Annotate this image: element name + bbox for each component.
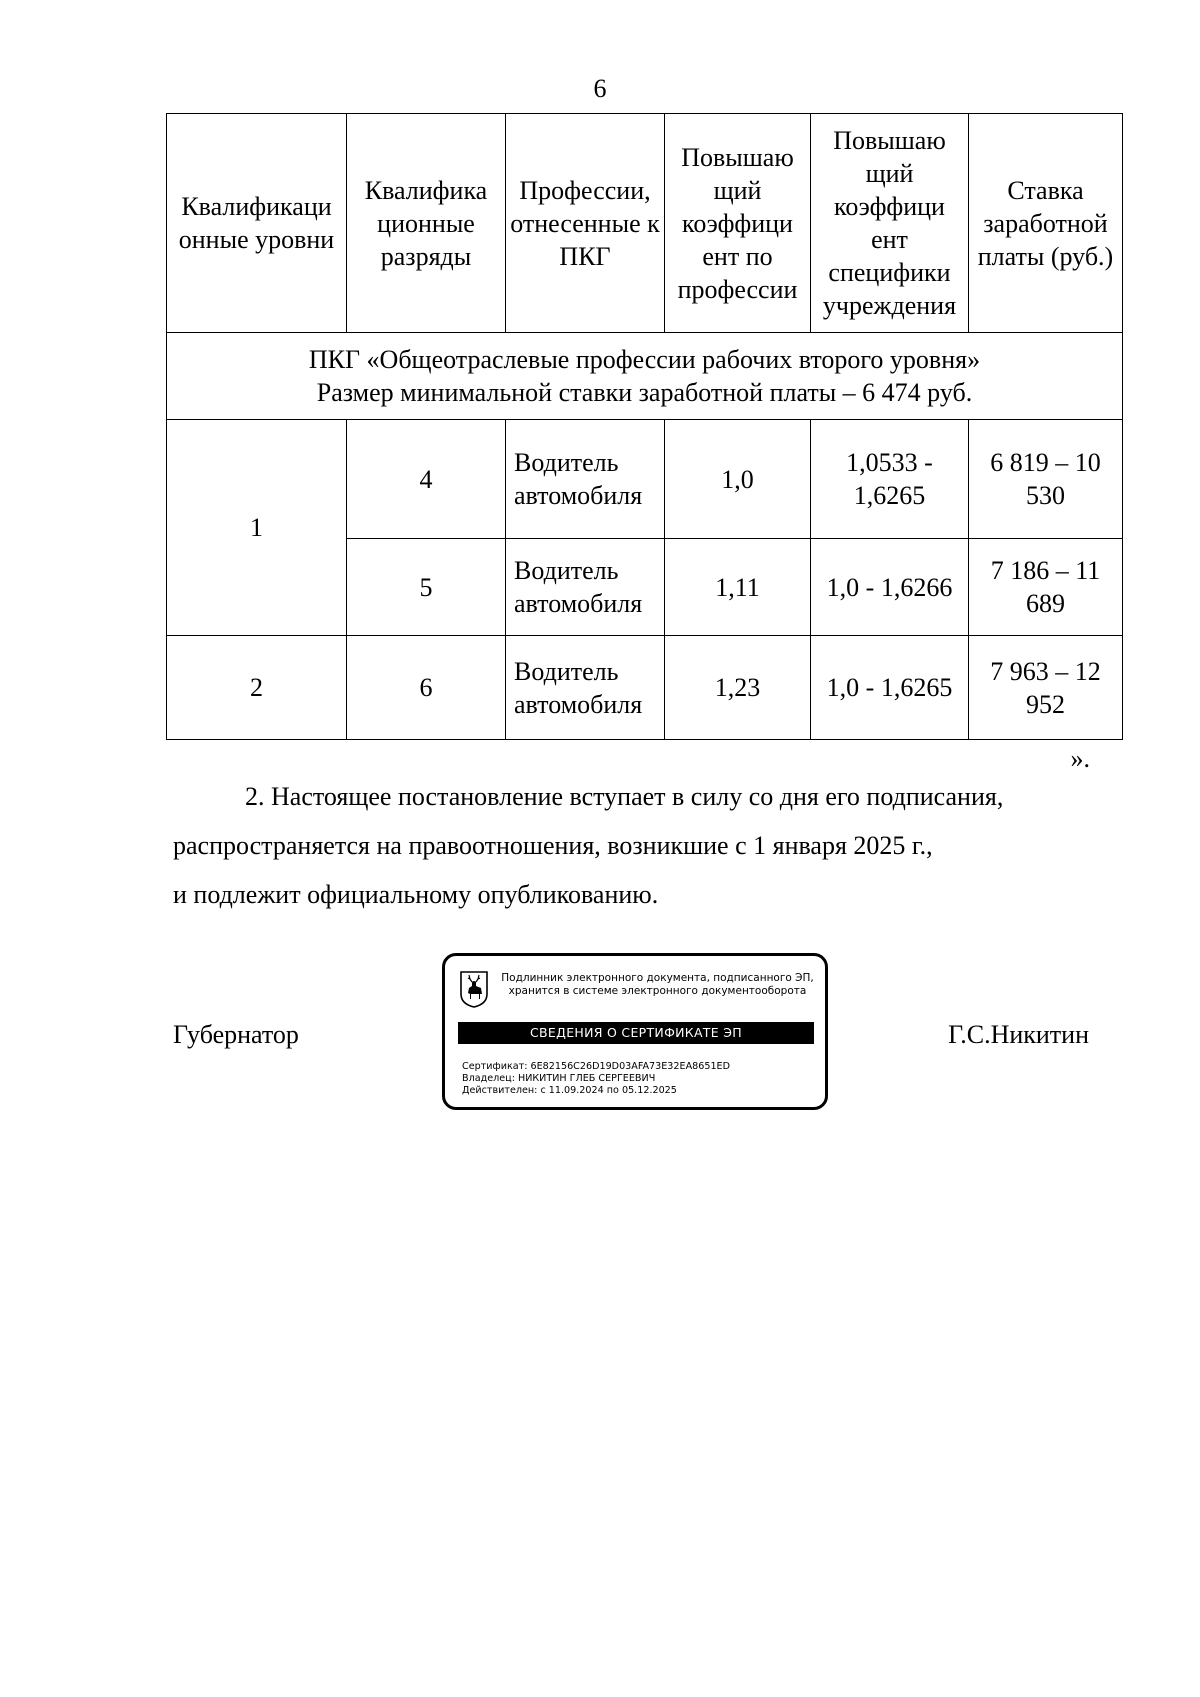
certificate-validity: Действителен: с 11.09.2024 по 05.12.2025 [462,1085,677,1096]
level-cell: 2 [167,636,347,740]
institution-coefficient-cell: 1,0 - 1,6266 [811,539,969,636]
grade-cell: 6 [347,636,506,740]
institution-coefficient-cell: 1,0 - 1,6265 [811,636,969,740]
header-qualification-grades: Квалифика ционные разряды [347,114,506,333]
paragraph-line: и подлежит официальному опубликованию. [173,880,659,909]
grade-cell: 4 [347,420,506,539]
profession-cell: Водитель автомобиля [506,539,665,636]
salary-cell: 7 186 – 11 689 [969,539,1123,636]
stamp-note [495,972,820,998]
stamp-note-line: Подлинник электронного документа, подписанного ЭП, [501,972,814,984]
header-qualification-levels: Квалификаци онные уровни [167,114,347,333]
salary-cell: 6 819 – 10 530 [969,420,1123,539]
signer-name: Г.С.Никитин [948,1020,1089,1049]
paragraph-line: распространяется на правоотношения, возникшие с 1 января 2025 г., [173,831,933,860]
stamp-details [462,1061,730,1097]
grade-cell: 5 [347,539,506,636]
profession-cell: Водитель автомобиля [506,420,665,539]
electronic-signature-stamp [442,953,828,1110]
table-group-row [167,333,1123,420]
page-number: 6 [593,74,607,103]
stamp-note-line: хранится в системе электронного документооборота [508,985,807,997]
group-min-rate: Размер минимальной ставки заработной платы – 6 474 руб. [316,378,973,407]
header-salary-rate: Ставка заработной платы (руб.) [969,114,1123,333]
institution-coefficient-cell: 1,0533 - 1,6265 [811,420,969,539]
header-institution-coefficient: Повышаю щий коэффици ент специфики учреждения [811,114,969,333]
paragraph-line: 2. Настоящее постановление вступает в силу со дня его подписания, [245,782,1004,811]
profession-coefficient-cell: 1,0 [665,420,811,539]
effective-date-paragraph [173,772,1094,919]
table-row [167,636,1123,740]
level-cell: 1 [167,420,347,636]
header-profession-coefficient: Повышаю щий коэффици ент по профессии [665,114,811,333]
certificate-number: Сертификат: 6E82156C26D19D03AFA73E32EA8651ED [462,1061,731,1072]
signer-title: Губернатор [173,1020,299,1049]
stamp-band: СВЕДЕНИЯ О СЕРТИФИКАТЕ ЭП [458,1022,814,1044]
profession-coefficient-cell: 1,23 [665,636,811,740]
salary-cell: 7 963 – 12 952 [969,636,1123,740]
group-title: ПКГ «Общеотраслевые профессии рабочих второго уровня» [308,345,981,374]
deer-coat-of-arms-icon [459,970,489,1008]
header-professions: Профессии, отнесенные к ПКГ [506,114,665,333]
certificate-owner: Владелец: НИКИТИН ГЛЕБ СЕРГЕЕВИЧ [462,1073,656,1084]
salary-table [166,113,1123,740]
profession-cell: Водитель автомобиля [506,636,665,740]
group-title-cell [167,333,1123,420]
table-row [167,420,1123,539]
profession-coefficient-cell: 1,11 [665,539,811,636]
table-header-row [167,114,1123,333]
closing-quote: ». [1070,744,1090,773]
